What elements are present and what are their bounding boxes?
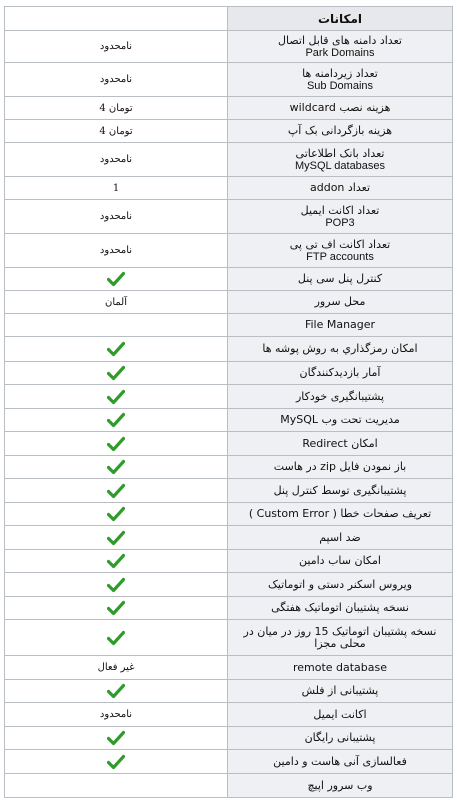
feature-value-cell [5,503,228,526]
table-row [5,727,453,750]
feature-name-cell [228,314,453,337]
table-row [5,143,453,177]
feature-name-cell [228,550,453,573]
check-icon [9,530,223,546]
feature-name-cell [228,456,453,479]
feature-name-cell [228,774,453,798]
feature-name: پشتیبانی از فلش [301,684,379,697]
table-row [5,362,453,385]
feature-name: امکان Redirect [302,436,378,450]
feature-name: اکانت ایمیل [313,707,367,721]
feature-subtitle: FTP accounts [306,250,374,263]
table-row [5,291,453,314]
feature-value-cell [5,597,228,620]
feature-name: وب سرور اپیچ [307,778,373,792]
feature-value: 4 تومان [99,102,133,114]
feature-value: غیر فعال [97,662,135,673]
feature-name: تعداد اکانت ایمیل [300,203,380,217]
check-icon [9,600,223,616]
table-row [5,268,453,291]
feature-value-cell [5,680,228,703]
feature-name: File Manager [304,318,376,331]
feature-value-cell [5,291,228,314]
check-icon [9,389,223,405]
check-icon [9,483,223,499]
feature-value-cell [5,385,228,409]
feature-name-cell [228,120,453,143]
feature-name-cell [228,503,453,526]
feature-value-cell [5,727,228,750]
feature-value-cell [5,97,228,120]
feature-name: باز نمودن فایل zip در هاست [273,460,407,473]
table-row [5,456,453,479]
feature-name-cell [228,234,453,268]
feature-value-cell [5,526,228,550]
feature-value-cell [5,479,228,503]
feature-name-cell [228,526,453,550]
feature-value-cell [5,234,228,268]
check-icon [9,459,223,475]
feature-name-cell [228,143,453,177]
check-icon [9,577,223,593]
feature-name: هزینه نصب wildcard [289,101,391,114]
feature-value-cell [5,63,228,97]
table-row [5,750,453,774]
feature-name-cell [228,200,453,234]
table-row [5,409,453,432]
feature-name-cell [228,479,453,503]
feature-value-cell [5,750,228,774]
table-row [5,479,453,503]
feature-name-cell [228,727,453,750]
feature-value-cell [5,432,228,456]
feature-name-cell [228,620,453,656]
feature-value-cell [5,456,228,479]
table-row [5,177,453,200]
check-icon [9,341,223,357]
feature-value: نامحدود [99,709,133,720]
feature-name: پشتیبانی رایگان [304,731,376,744]
feature-name-cell [228,177,453,200]
feature-value: نامحدود [99,211,133,222]
feature-name-cell [228,63,453,97]
feature-name: پشتیبانگیری خودکار [295,389,385,403]
check-icon [9,271,223,287]
feature-value-cell [5,337,228,362]
feature-value: نامحدود [99,154,133,165]
table-row [5,597,453,620]
feature-value-cell [5,143,228,177]
feature-name: تعداد دامنه های قابل اتصال [278,33,402,47]
feature-name-cell [228,656,453,680]
check-icon [9,436,223,452]
feature-name: تعداد زیردامنه ها [302,66,378,80]
feature-value-cell [5,573,228,597]
feature-name-cell [228,268,453,291]
hosting-features-table [4,6,453,798]
table-row [5,385,453,409]
feature-name: remote database [292,660,388,674]
check-icon [9,754,223,770]
feature-name-cell [228,680,453,703]
feature-subtitle: MySQL databases [294,159,386,172]
feature-name-cell [228,573,453,597]
feature-name: هزینه بازگردانی بک آپ [287,124,393,137]
feature-value-cell [5,314,228,337]
feature-name-cell [228,750,453,774]
feature-name-cell [228,409,453,432]
feature-name: فعالسازی آنی هاست و دامین [273,754,407,768]
feature-value: 1 [112,182,120,194]
table-row [5,63,453,97]
feature-name: ویروس اسکنر دستی و اتوماتیک [267,577,413,591]
table-row [5,526,453,550]
check-icon [9,630,223,646]
feature-name: پشتیبانگیری توسط کنترل پنل [273,483,407,497]
feature-value: 4 تومان [99,125,133,137]
feature-subtitle: Park Domains [305,46,375,59]
feature-name-cell [228,385,453,409]
check-icon [9,553,223,569]
features-table-wrapper [4,6,453,798]
feature-name-cell [228,597,453,620]
feature-name: تعداد addon [309,181,370,194]
feature-name-cell [228,291,453,314]
table-row [5,774,453,798]
feature-name: امکان ساب دامین [299,554,381,567]
table-row [5,337,453,362]
feature-name-cell [228,703,453,727]
feature-name: مدیریت تحت وب MySQL [280,413,400,426]
check-icon [9,730,223,746]
feature-value-cell [5,268,228,291]
table-row [5,620,453,656]
feature-subtitle: POP3 [325,216,355,229]
feature-name: تعداد اکانت اف تی پی [289,237,391,251]
table-row [5,656,453,680]
feature-name: امکان رمزگذاري به روش پوشه ها [262,342,418,355]
feature-value: نامحدود [99,41,133,52]
feature-value-cell [5,409,228,432]
feature-name: نسخه پشتیبان اتوماتیک هفتگی [271,601,409,614]
feature-name-cell [228,432,453,456]
feature-name: محل سرور [314,295,366,308]
feature-value: آلمان [105,296,127,308]
feature-name: کنترل پنل سی پنل [297,272,383,285]
feature-value: نامحدود [99,74,133,85]
table-row [5,550,453,573]
feature-value-cell [5,550,228,573]
feature-value-cell [5,200,228,234]
check-icon [9,365,223,381]
table-row [5,503,453,526]
check-icon [9,412,223,428]
feature-name: ضد اسپم [319,530,361,544]
table-row [5,703,453,727]
feature-name-cell [228,337,453,362]
feature-subtitle: Sub Domains [306,79,374,92]
table-row [5,200,453,234]
table-row [5,432,453,456]
table-row [5,120,453,143]
table-row [5,573,453,597]
feature-value-cell [5,362,228,385]
feature-name-cell [228,362,453,385]
header-value-cell [5,7,228,31]
feature-value: نامحدود [99,245,133,256]
feature-value-cell [5,620,228,656]
feature-value-cell [5,703,228,727]
table-row [5,680,453,703]
table-header-row [5,7,453,31]
table-row [5,97,453,120]
table-row [5,31,453,63]
feature-value-cell [5,120,228,143]
header-title: امکانات [228,7,453,31]
feature-name: آمار بازديدكنندگان [299,366,381,379]
feature-name: تعریف صفحات خطا ( Custom Error ) [248,507,432,520]
table-row [5,234,453,268]
check-icon [9,506,223,522]
table-row [5,314,453,337]
feature-value-cell [5,31,228,63]
feature-name: نسخه پشتیبان اتوماتیک 15 روز در میان در محلی مجزا [243,624,437,650]
feature-value-cell [5,177,228,200]
feature-value-cell [5,774,228,798]
feature-name-cell [228,97,453,120]
feature-value-cell [5,656,228,680]
check-icon [9,683,223,699]
feature-name: تعداد بانک اطلاعاتی [295,146,385,160]
feature-name-cell [228,31,453,63]
